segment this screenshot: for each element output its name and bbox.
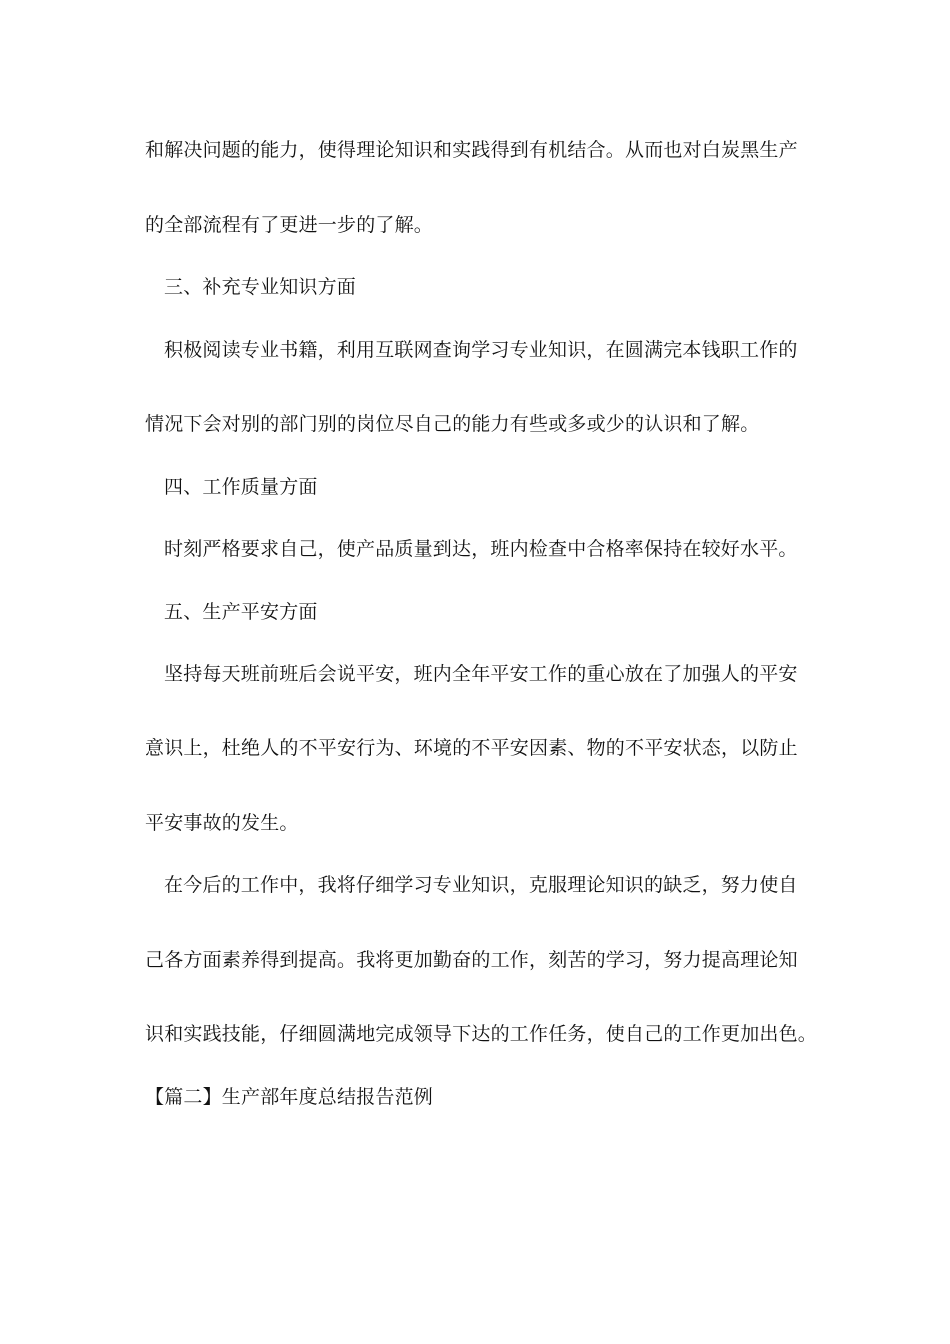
paragraph-line: 坚持每天班前班后会说平安，班内全年平安工作的重心放在了加强人的平安 [164, 663, 798, 685]
paragraph-line: 和解决问题的能力，使得理论知识和实践得到有机结合。从而也对白炭黑生产 [145, 139, 798, 161]
paragraph-line: 积极阅读专业书籍，利用互联网查询学习专业知识，在圆满完本钱职工作的 [164, 339, 798, 361]
section-heading: 五、生产平安方面 [164, 601, 318, 623]
paragraph-line: 情况下会对别的部门别的岗位尽自己的能力有些或多或少的认识和了解。 [145, 413, 760, 435]
paragraph-line: 识和实践技能，仔细圆满地完成领导下达的工作任务，使自己的工作更加出色。 [145, 1023, 818, 1045]
paragraph-line: 在今后的工作中，我将仔细学习专业知识，克服理论知识的缺乏，努力使自 [164, 874, 798, 896]
paragraph-line: 己各方面素养得到提高。我将更加勤奋的工作，刻苦的学习，努力提高理论知 [145, 949, 798, 971]
paragraph-line: 意识上，杜绝人的不平安行为、环境的不平安因素、物的不平安状态，以防止 [145, 737, 798, 759]
paragraph-line: 平安事故的发生。 [145, 812, 299, 834]
paragraph-line: 的全部流程有了更进一步的了解。 [145, 214, 434, 236]
section-heading: 四、工作质量方面 [164, 476, 318, 498]
paragraph-line: 时刻严格要求自己，使产品质量到达，班内检查中合格率保持在较好水平。 [164, 538, 798, 560]
section-heading: 三、补充专业知识方面 [164, 276, 357, 298]
article-title: 【篇二】生产部年度总结报告范例 [145, 1086, 434, 1108]
